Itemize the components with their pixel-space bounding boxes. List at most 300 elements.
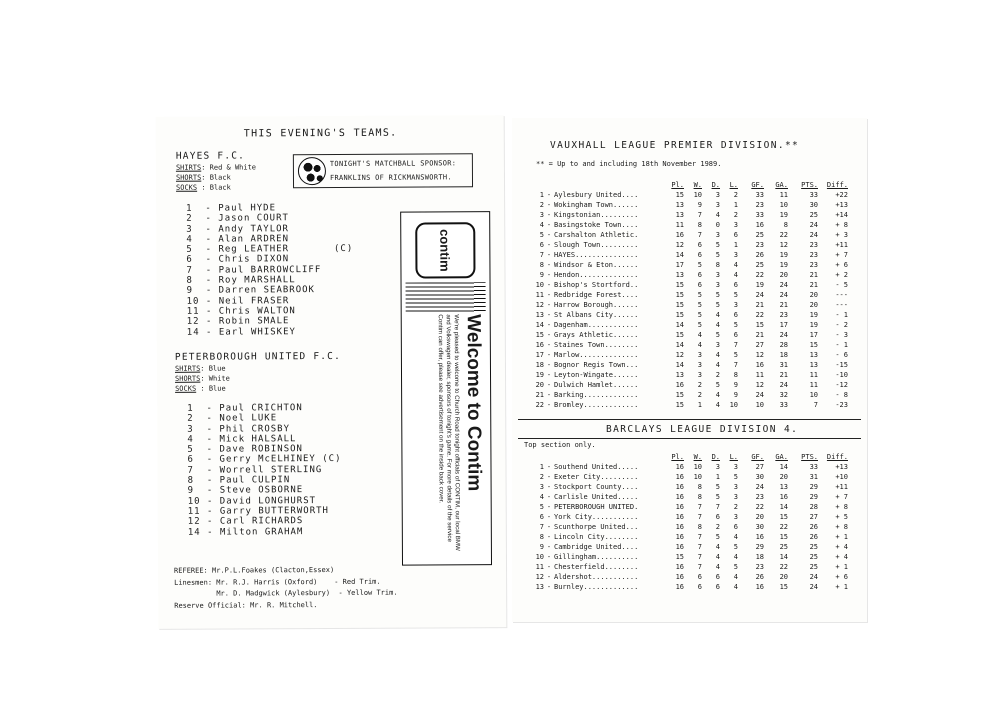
table-cell: - — [546, 201, 552, 209]
table-cell: Gillingham.......... — [554, 553, 639, 561]
table-cell: 25 — [755, 231, 764, 239]
table-cell: 5 — [715, 241, 720, 249]
table-cell: Southend United..... — [554, 463, 639, 471]
table-cell: 16 — [675, 533, 684, 541]
premier-table-row — [530, 280, 848, 290]
table-cell: 6 — [715, 513, 720, 521]
football-icon — [298, 157, 326, 185]
table-cell: 1 — [733, 201, 738, 209]
division4-note: Top section only. — [524, 441, 596, 449]
home-player-line: 6 - Chris DIXON — [186, 254, 290, 266]
table-cell: - 1 — [835, 311, 848, 319]
table-cell: 16 — [675, 381, 684, 389]
table-cell: 16 — [779, 493, 788, 501]
away-player-line: 4 - Mick HALSALL — [187, 434, 297, 445]
table-cell: 17 — [535, 351, 544, 359]
premier-table-row — [530, 300, 848, 310]
table-cell: 4 — [733, 271, 738, 279]
table-cell: 8 — [697, 493, 702, 501]
table-cell: - — [546, 401, 552, 409]
away-club-name: PETERBOROUGH UNITED F.C. — [174, 350, 342, 363]
table-cell: 3 — [733, 221, 738, 229]
premier-table-row — [530, 240, 848, 250]
table-cell: 12 — [755, 351, 764, 359]
column-header: L. — [729, 453, 738, 461]
table-cell: + 3 — [835, 231, 848, 239]
column-header — [544, 180, 554, 190]
table-cell: 9 — [733, 381, 738, 389]
table-cell: 4 — [733, 533, 738, 541]
table-cell: 6 — [733, 311, 738, 319]
table-cell: 3 — [715, 191, 720, 199]
premier-table-row — [530, 220, 848, 230]
table-cell: 18 — [779, 351, 788, 359]
table-cell: 14 — [779, 553, 788, 561]
premier-table-row — [530, 310, 848, 320]
home-player-line: 3 - Andy TAYLOR — [186, 223, 289, 235]
table-cell: +13 — [835, 463, 848, 471]
table-cell: 10 — [729, 401, 738, 409]
premier-league-table — [530, 180, 848, 410]
table-cell: - — [546, 281, 552, 289]
table-cell: 15 — [809, 341, 818, 349]
table-cell: 3 — [733, 301, 738, 309]
table-cell: -10 — [835, 371, 848, 379]
table-cell: 10 — [755, 401, 764, 409]
table-cell: 12 — [535, 573, 544, 581]
table-cell: 23 — [809, 251, 818, 259]
table-cell: 12 — [535, 301, 544, 309]
table-cell: 4 — [715, 351, 720, 359]
home-kit-shorts: SHORTS: Black — [175, 173, 231, 182]
premier-table-row — [530, 290, 848, 300]
table-cell: 16 — [675, 563, 684, 571]
premier-table-row — [530, 260, 848, 270]
away-player-line: 1 - Paul CRICHTON — [187, 403, 303, 414]
table-cell: 15 — [675, 281, 684, 289]
home-player-line: 7 - Paul BARROWCLIFF — [186, 264, 322, 276]
table-cell: 27 — [755, 463, 764, 471]
table-cell: 16 — [755, 533, 764, 541]
advert-headline: Welcome to Contim — [462, 314, 485, 492]
table-cell: Scunthorpe United... — [554, 523, 639, 531]
table-cell: 4 — [733, 583, 738, 591]
table-cell: 23 — [809, 241, 818, 249]
table-cell: 3 — [733, 251, 738, 259]
column-header — [544, 452, 554, 462]
away-player-line: 7 - Worrell STERLING — [187, 464, 323, 476]
table-cell: 4 — [733, 553, 738, 561]
division4-table-row — [530, 562, 848, 572]
table-cell: - 8 — [835, 391, 848, 399]
contim-advert — [400, 211, 492, 565]
home-player-line: 9 - Darren SEABROOK — [186, 285, 315, 297]
table-cell: 21 — [755, 331, 764, 339]
section-divider-top — [518, 419, 861, 420]
table-cell: 3 — [697, 361, 702, 369]
away-player-line: 5 - Dave ROBINSON — [187, 444, 303, 455]
table-cell: 24 — [779, 281, 788, 289]
table-cell: -12 — [835, 381, 848, 389]
column-header: Pl. — [671, 453, 684, 461]
table-cell: Leyton-Wingate...... — [554, 371, 639, 379]
table-cell: 4 — [715, 391, 720, 399]
table-cell: 33 — [755, 191, 764, 199]
table-cell: + 8 — [835, 503, 848, 511]
table-cell: - — [546, 301, 552, 309]
home-player-line: 8 - Roy MARSHALL — [186, 275, 296, 286]
column-header: Diff. — [826, 181, 848, 189]
table-cell: 23 — [809, 261, 818, 269]
table-cell: 6 — [539, 513, 544, 521]
table-cell: 13 — [809, 361, 818, 369]
table-cell: 3 — [697, 371, 702, 379]
table-cell: 8 — [715, 261, 720, 269]
table-cell: 7 — [697, 543, 702, 551]
table-header-row — [530, 452, 848, 462]
premier-table-row — [530, 380, 848, 390]
table-cell: +14 — [835, 211, 848, 219]
table-cell: 7 — [697, 553, 702, 561]
table-cell: 2 — [733, 503, 738, 511]
table-cell: 30 — [809, 201, 818, 209]
table-cell: 3 — [715, 201, 720, 209]
table-cell: 5 — [715, 331, 720, 339]
table-cell: - — [546, 191, 552, 199]
table-cell: 6 — [697, 241, 702, 249]
column-header: D. — [711, 181, 720, 189]
division4-table-row — [530, 492, 848, 502]
teams-title: THIS EVENING'S TEAMS. — [243, 127, 398, 140]
table-cell: +22 — [835, 191, 848, 199]
away-player-line: 9 - Steve OSBORNE — [187, 485, 304, 497]
table-cell: 14 — [675, 251, 684, 259]
table-cell: Bishop's Stortford.. — [554, 281, 639, 289]
table-cell: 12 — [675, 241, 684, 249]
away-player-list — [187, 403, 342, 538]
table-cell: 19 — [535, 371, 544, 379]
table-cell: 5 — [715, 483, 720, 491]
premier-table-row — [530, 230, 848, 240]
table-cell: 12 — [755, 381, 764, 389]
table-cell: 11 — [809, 381, 818, 389]
table-cell: 15 — [675, 331, 684, 339]
table-cell: 23 — [755, 493, 764, 501]
table-cell: 13 — [535, 583, 544, 591]
table-cell: - — [546, 211, 552, 219]
premier-table-row — [530, 390, 848, 400]
table-cell: - — [546, 583, 552, 591]
table-cell: 25 — [779, 543, 788, 551]
column-header: Pl. — [671, 181, 684, 189]
official-line: REFEREE: Mr.P.L.Foakes (Clacton,Essex) — [174, 565, 335, 575]
right-programme-page — [512, 118, 867, 622]
table-cell: 23 — [779, 311, 788, 319]
table-cell: + 7 — [835, 493, 848, 501]
table-cell: 20 — [779, 271, 788, 279]
table-cell: 2 — [715, 371, 720, 379]
table-cell: 18 — [755, 553, 764, 561]
table-cell: 2 — [697, 381, 702, 389]
table-cell: 6 — [697, 281, 702, 289]
table-cell: 24 — [779, 381, 788, 389]
home-player-line: 5 - Reg LEATHER (C) — [186, 244, 354, 255]
table-cell: 16 — [675, 231, 684, 239]
table-cell: 22 — [535, 401, 544, 409]
table-cell: 10 — [535, 281, 544, 289]
table-cell: - — [546, 331, 552, 339]
column-header: PTS. — [801, 453, 818, 461]
table-cell: 13 — [675, 211, 684, 219]
table-cell: 23 — [755, 563, 764, 571]
table-cell: 7 — [733, 341, 738, 349]
table-cell: 16 — [675, 483, 684, 491]
advert-stripe-decoration — [406, 282, 486, 312]
table-cell: 16 — [675, 493, 684, 501]
table-cell: 20 — [779, 473, 788, 481]
table-cell: 4 — [715, 361, 720, 369]
table-cell: +11 — [835, 483, 848, 491]
table-cell: 4 — [715, 321, 720, 329]
table-cell: 7 — [733, 361, 738, 369]
premier-table-row — [530, 250, 848, 260]
table-cell: 13 — [675, 201, 684, 209]
table-cell: Bognor Regis Town... — [554, 361, 639, 369]
table-cell: 7 — [813, 401, 818, 409]
table-cell: 20 — [809, 291, 818, 299]
table-cell: 5 — [539, 503, 544, 511]
column-header: W. — [693, 453, 702, 461]
table-cell: 14 — [675, 361, 684, 369]
table-cell: 7 — [697, 503, 702, 511]
premier-table-row — [530, 210, 848, 220]
table-cell: 10 — [693, 473, 702, 481]
table-cell: PETERBOROUGH UNITED. — [554, 503, 639, 511]
table-cell: 21 — [809, 281, 818, 289]
table-cell: - — [546, 483, 552, 491]
table-cell: 10 — [779, 201, 788, 209]
table-cell: 16 — [675, 463, 684, 471]
premier-table-row — [530, 400, 848, 410]
table-cell: Bromley............. — [554, 401, 639, 409]
table-cell: 20 — [535, 381, 544, 389]
table-header-row — [530, 180, 848, 190]
table-cell: 15 — [675, 301, 684, 309]
column-header — [530, 180, 544, 190]
table-cell: 5 — [715, 533, 720, 541]
table-cell: 27 — [809, 513, 818, 521]
advert-body: We're pleased to welcome to Church Road tonight officials of CONTIM, our local BMW and Volkswagen dealer, sponsors of tonight's game. For more details of the service Contim can offer, please see advertisement on the inside back cover. — [436, 314, 461, 551]
table-cell: Harrow Borough...... — [554, 301, 639, 309]
table-cell: - — [546, 381, 552, 389]
table-cell: 9 — [539, 271, 544, 279]
table-cell: 25 — [809, 543, 818, 551]
table-cell: 8 — [733, 371, 738, 379]
table-cell: Grays Athletic...... — [554, 331, 639, 339]
table-cell: 9 — [539, 543, 544, 551]
table-cell: 13 — [675, 371, 684, 379]
table-cell: St Albans City...... — [554, 311, 639, 319]
home-player-line: 10 - Neil FRASER — [186, 295, 290, 307]
table-cell: 5 — [715, 301, 720, 309]
table-cell: 7 — [539, 251, 544, 259]
table-cell: - — [546, 231, 552, 239]
table-cell: 6 — [539, 241, 544, 249]
table-cell: 4 — [715, 543, 720, 551]
table-cell: 4 — [733, 261, 738, 269]
table-cell: - — [546, 543, 552, 551]
table-cell: - — [546, 473, 552, 481]
matchball-sponsor-box — [293, 153, 473, 188]
table-cell: 5 — [697, 291, 702, 299]
table-cell: HAYES............... — [554, 251, 639, 259]
table-cell: 5 — [715, 251, 720, 259]
division4-league-table — [530, 452, 848, 592]
table-cell: York City........... — [554, 513, 639, 521]
table-cell: 5 — [697, 261, 702, 269]
division4-table-row — [530, 472, 848, 482]
column-header: GF. — [751, 453, 764, 461]
table-cell: 14 — [535, 321, 544, 329]
table-cell: + 6 — [835, 261, 848, 269]
home-player-line: 11 - Chris WALTON — [186, 306, 296, 317]
table-cell: +11 — [835, 241, 848, 249]
table-cell: 24 — [755, 391, 764, 399]
division4-title: BARCLAYS LEAGUE DIVISION 4. — [606, 424, 799, 435]
table-cell: 3 — [733, 513, 738, 521]
premier-table-row — [530, 270, 848, 280]
table-cell: - — [546, 391, 552, 399]
away-player-line: 2 - Noel LUKE — [187, 413, 278, 425]
sponsor-line-1: TONIGHT'S MATCHBALL SPONSOR: — [329, 159, 457, 169]
table-cell: 13 — [809, 351, 818, 359]
table-cell: 5 — [733, 543, 738, 551]
table-cell: - — [546, 503, 552, 511]
official-line: Mr. D. Madgwick (Aylesbury) - Yellow Trim. — [174, 588, 398, 598]
table-cell: + 4 — [835, 543, 848, 551]
table-cell: 15 — [675, 553, 684, 561]
table-cell: 13 — [675, 271, 684, 279]
column-header — [530, 452, 544, 462]
division4-table-row — [530, 482, 848, 492]
table-cell: --- — [835, 291, 848, 299]
table-cell: 25 — [809, 553, 818, 561]
table-cell: 29 — [755, 543, 764, 551]
away-player-line: 3 - Phil CROSBY — [187, 423, 291, 435]
table-cell: - — [546, 271, 552, 279]
table-cell: 6 — [697, 573, 702, 581]
table-cell: 23 — [755, 241, 764, 249]
table-cell: + 7 — [835, 251, 848, 259]
table-cell: 15 — [755, 321, 764, 329]
table-cell: Wokingham Town...... — [554, 201, 639, 209]
table-cell: 1 — [697, 401, 702, 409]
column-header — [554, 452, 666, 462]
table-cell: Dulwich Hamlet...... — [554, 381, 639, 389]
match-officials — [174, 565, 398, 612]
table-cell: 14 — [779, 463, 788, 471]
table-cell: 21 — [809, 271, 818, 279]
table-cell: 5 — [715, 381, 720, 389]
away-player-line: 8 - Paul CULPIN — [187, 475, 291, 486]
table-cell: 3 — [715, 231, 720, 239]
away-player-line: 6 - Gerry McELHINEY (C) — [187, 454, 342, 466]
table-cell: 7 — [697, 533, 702, 541]
table-cell: -15 — [835, 361, 848, 369]
division4-table-row — [530, 512, 848, 522]
table-cell: 20 — [755, 513, 764, 521]
table-cell: 7 — [539, 523, 544, 531]
table-cell: 19 — [779, 261, 788, 269]
table-cell: - — [546, 311, 552, 319]
table-cell: Marlow.............. — [554, 351, 639, 359]
column-header: GA. — [775, 453, 788, 461]
table-cell: 19 — [809, 311, 818, 319]
premier-table-row — [530, 330, 848, 340]
table-cell: 8 — [539, 533, 544, 541]
table-cell: + 1 — [835, 583, 848, 591]
away-kit-shirts: SHIRTS: Blue — [174, 364, 226, 373]
table-cell: 15 — [675, 191, 684, 199]
table-cell: 25 — [809, 211, 818, 219]
table-cell: 16 — [675, 543, 684, 551]
table-cell: - — [546, 553, 552, 561]
table-cell: Kingstonian......... — [554, 211, 639, 219]
table-cell: 16 — [675, 473, 684, 481]
table-cell: 24 — [779, 331, 788, 339]
column-header: Diff. — [826, 453, 848, 461]
table-cell: 28 — [809, 503, 818, 511]
table-cell: - — [546, 341, 552, 349]
table-cell: 5 — [733, 351, 738, 359]
table-cell: 16 — [755, 221, 764, 229]
away-player-line: 12 - Carl RICHARDS — [187, 516, 304, 528]
table-cell: 20 — [809, 301, 818, 309]
table-cell: 8 — [697, 483, 702, 491]
table-cell: Carlisle United..... — [554, 493, 639, 501]
table-cell: 4 — [539, 493, 544, 501]
table-cell: 1 — [715, 473, 720, 481]
table-cell: 2 — [539, 473, 544, 481]
table-cell: - — [546, 321, 552, 329]
table-cell: 22 — [755, 271, 764, 279]
table-cell: 3 — [539, 211, 544, 219]
table-cell: 26 — [755, 251, 764, 259]
table-cell: - — [546, 563, 552, 571]
table-cell: 6 — [733, 231, 738, 239]
table-cell: 8 — [783, 221, 788, 229]
table-cell: Aylesbury United.... — [554, 191, 639, 199]
table-cell: 28 — [779, 341, 788, 349]
table-cell: + 1 — [835, 533, 848, 541]
table-cell: 4 — [697, 331, 702, 339]
table-cell: 16 — [675, 583, 684, 591]
table-cell: 2 — [715, 523, 720, 531]
table-cell: 19 — [779, 211, 788, 219]
division4-table-row — [530, 502, 848, 512]
premier-division-title: VAUXHALL LEAGUE PREMIER DIVISION.** — [550, 140, 800, 151]
table-cell: 19 — [779, 251, 788, 259]
table-cell: + 5 — [835, 513, 848, 521]
premier-table-row — [530, 350, 848, 360]
table-cell: 13 — [535, 311, 544, 319]
left-programme-page — [156, 115, 507, 629]
table-cell: 1 — [733, 241, 738, 249]
premier-table-row — [530, 200, 848, 210]
table-cell: Stockport County.... — [554, 483, 639, 491]
table-cell: 15 — [675, 311, 684, 319]
table-cell: Exeter City......... — [554, 473, 639, 481]
